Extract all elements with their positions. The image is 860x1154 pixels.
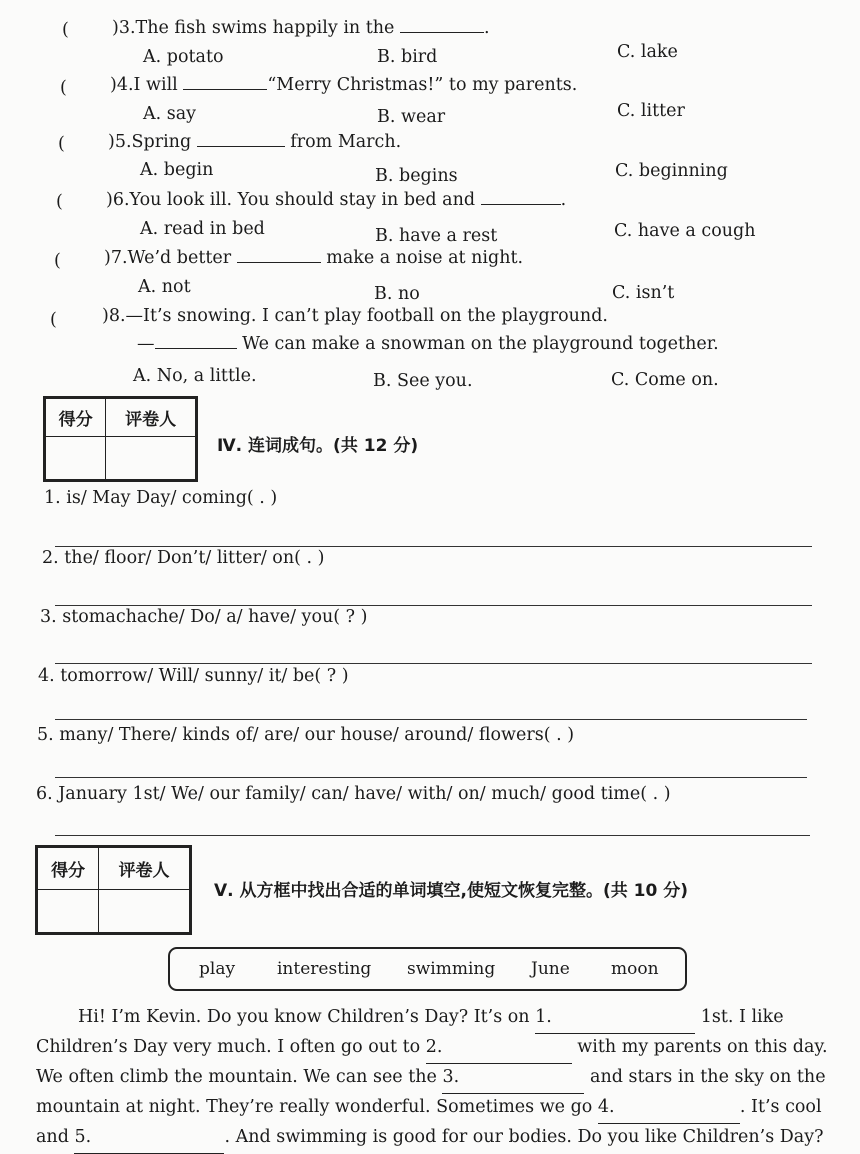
answer-blank[interactable] <box>400 31 484 33</box>
option-b: B. wear <box>377 107 446 127</box>
passage-blank[interactable]: 3. <box>442 1063 584 1094</box>
passage-line: We often climb the mountain. We can see the 3. and stars in the sky on the <box>36 1063 826 1094</box>
question-stem: )5.Spring from March. <box>108 132 402 152</box>
passage-blank[interactable]: 2. <box>426 1033 572 1064</box>
passage-line: Hi! I’m Kevin. Do you know Children’s Day? It’s on 1. 1st. I like <box>78 1003 784 1034</box>
passage-blank[interactable]: 1. <box>535 1003 695 1034</box>
sentence-item: 1. is/ May Day/ coming( . ) <box>44 488 278 508</box>
answer-blank[interactable] <box>197 145 285 147</box>
question-stem: )7.We’d better make a noise at night. <box>104 248 524 268</box>
option-a: A. potato <box>143 47 224 67</box>
option-a: A. say <box>143 104 197 124</box>
answer-paren-open: ( <box>54 251 61 271</box>
passage-line: and 5. . And swimming is good for our bodies. Do you like Children’s Day? <box>36 1123 824 1154</box>
passage-blank[interactable]: 4. <box>598 1093 740 1124</box>
passage-blank[interactable]: 5. <box>74 1123 224 1154</box>
score-label: 得分 <box>38 848 99 890</box>
answer-line[interactable] <box>55 546 812 547</box>
sentence-item: 2. the/ floor/ Don’t/ litter/ on( . ) <box>42 548 325 568</box>
grader-cell[interactable] <box>99 890 190 933</box>
option-c: C. lake <box>617 42 678 62</box>
question-stem: )4.I will “Merry Christmas!” to my parents. <box>110 75 578 95</box>
passage-line: Children’s Day very much. I often go out to 2. with my parents on this day. <box>36 1033 828 1064</box>
question-stem: )3.The fish swims happily in the . <box>112 18 490 38</box>
option-b: B. have a rest <box>375 226 498 246</box>
word-bank-item: swimming <box>407 959 496 979</box>
score-cell[interactable] <box>46 437 106 480</box>
word-bank-item: June <box>531 959 570 979</box>
sentence-item: 3. stomachache/ Do/ a/ have/ you( ? ) <box>40 607 368 627</box>
sentence-item: 6. January 1st/ We/ our family/ can/ have/ with/ on/ much/ good time( . ) <box>36 784 671 804</box>
option-b: B. See you. <box>373 371 473 391</box>
answer-paren-open: ( <box>58 134 65 154</box>
option-b: B. bird <box>377 47 438 67</box>
option-b: B. no <box>374 284 420 304</box>
option-c: C. isn’t <box>612 283 675 303</box>
answer-paren-open: ( <box>62 20 69 40</box>
answer-line[interactable] <box>55 777 807 778</box>
word-bank-item: play <box>199 959 236 979</box>
question-stem: )8.—It’s snowing. I can’t play football on the playground. <box>102 306 608 326</box>
answer-blank[interactable] <box>237 261 321 263</box>
option-c: C. litter <box>617 101 685 121</box>
option-a: A. not <box>138 277 191 297</box>
grader-cell[interactable] <box>106 437 196 480</box>
passage-line: mountain at night. They’re really wonderful. Sometimes we go 4. . It’s cool <box>36 1093 822 1124</box>
score-box <box>35 845 192 935</box>
sentence-item: 4. tomorrow/ Will/ sunny/ it/ be( ? ) <box>38 666 349 686</box>
answer-line[interactable] <box>55 663 812 664</box>
answer-line[interactable] <box>55 835 810 836</box>
answer-blank[interactable] <box>481 203 561 205</box>
question-stem: )6.You look ill. You should stay in bed and . <box>106 190 567 210</box>
grader-label: 评卷人 <box>106 399 196 437</box>
word-bank-item: moon <box>611 959 659 979</box>
sentence-item: 5. many/ There/ kinds of/ are/ our house/ around/ flowers( . ) <box>37 725 575 745</box>
section-title: Ⅴ. 从方框中找出合适的单词填空,使短文恢复完整。(共 10 分) <box>214 881 689 901</box>
section-title: Ⅳ. 连词成句。(共 12 分) <box>217 436 419 456</box>
word-bank-item: interesting <box>277 959 372 979</box>
option-a: A. No, a little. <box>133 366 257 386</box>
answer-blank[interactable] <box>155 347 237 349</box>
answer-paren-open: ( <box>50 310 57 330</box>
option-c: C. Come on. <box>611 370 719 390</box>
option-a: A. read in bed <box>140 219 265 239</box>
answer-blank[interactable] <box>183 88 267 90</box>
answer-paren-open: ( <box>60 78 67 98</box>
answer-line[interactable] <box>55 719 807 720</box>
score-cell[interactable] <box>38 890 99 933</box>
score-label: 得分 <box>46 399 106 437</box>
answer-paren-open: ( <box>56 192 63 212</box>
question-response: — We can make a snowman on the playground together. <box>137 334 719 354</box>
score-box <box>43 396 198 482</box>
option-c: C. have a cough <box>614 221 756 241</box>
grader-label: 评卷人 <box>99 848 190 890</box>
option-c: C. beginning <box>615 161 728 181</box>
option-a: A. begin <box>140 160 214 180</box>
option-b: B. begins <box>375 166 458 186</box>
word-bank <box>168 947 687 991</box>
answer-line[interactable] <box>55 605 812 606</box>
